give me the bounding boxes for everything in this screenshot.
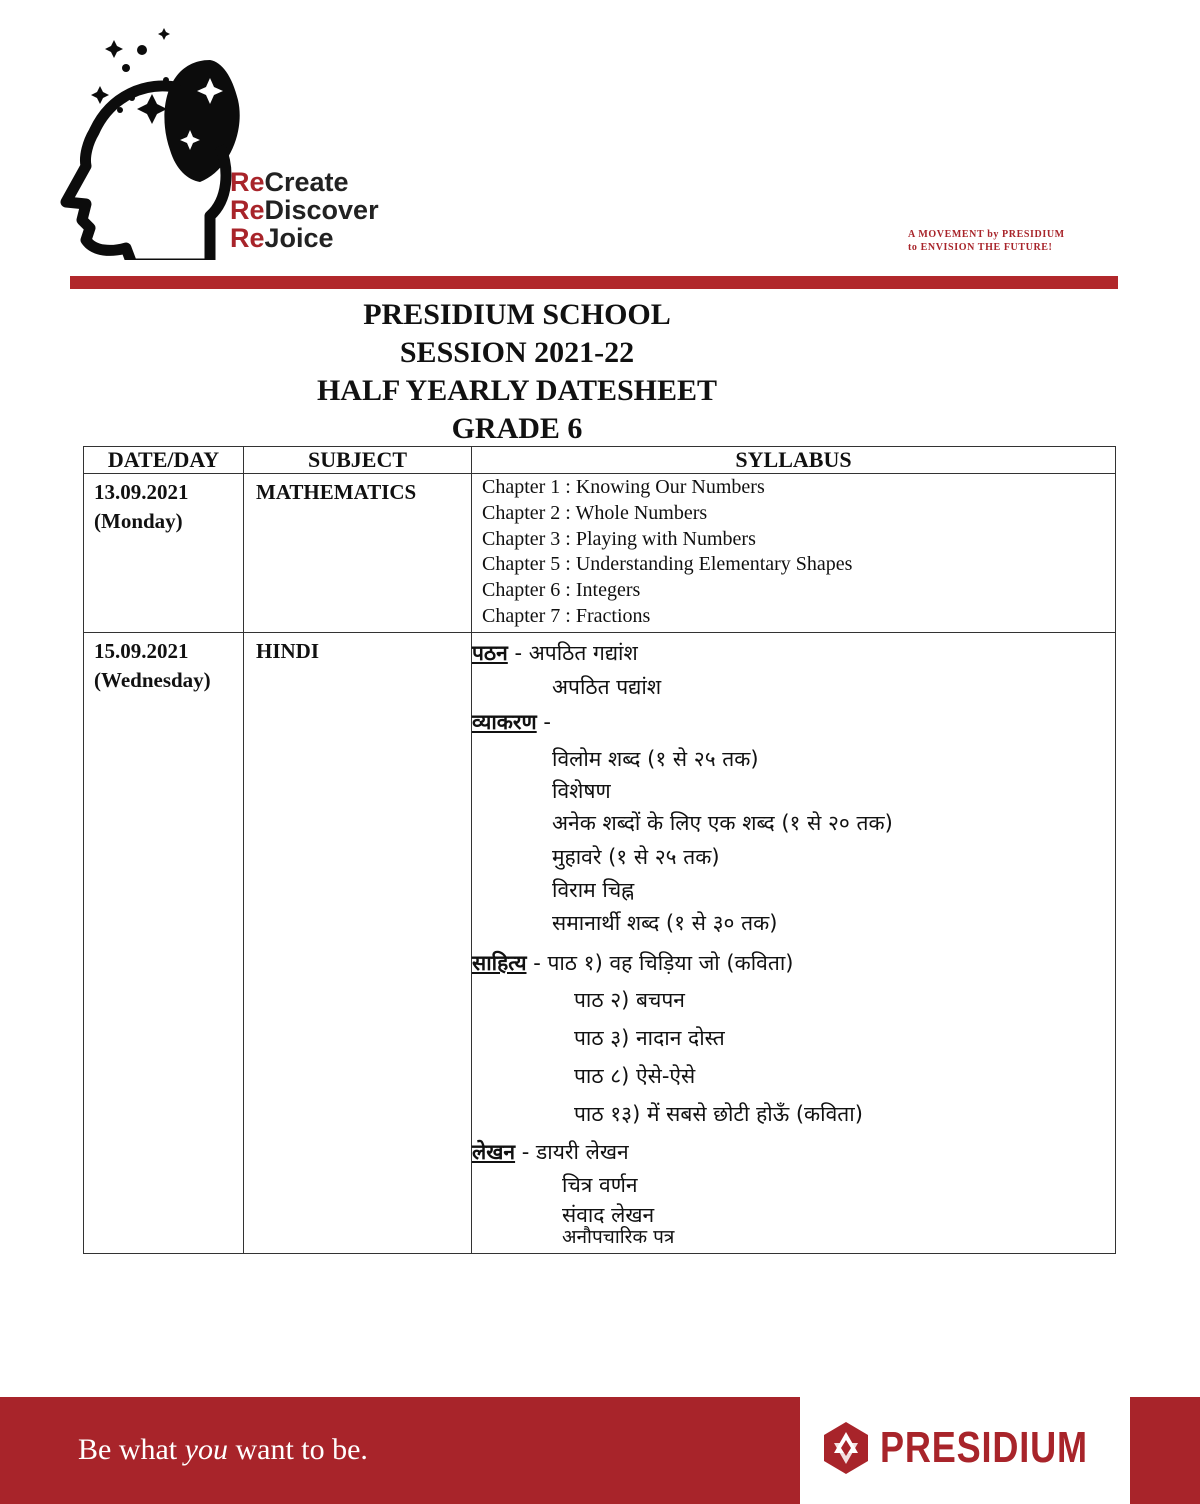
syllabus-item: Chapter 7 : Fractions <box>482 604 651 627</box>
syllabus-item: चित्र वर्णन <box>562 1172 638 1197</box>
syllabus-item: - डायरी लेखन <box>521 1139 629 1164</box>
syllabus-item: Chapter 5 : Understanding Elementary Shapes <box>482 553 853 576</box>
logo-re: Re <box>230 167 265 197</box>
syllabus-item: अपठित पद्यांश <box>552 674 662 699</box>
tagline-part: want to be. <box>227 1433 368 1466</box>
exam-date: 13.09.2021 <box>94 480 189 504</box>
subject-cell: MATHEMATICS <box>244 474 472 633</box>
exam-date: 15.09.2021 <box>94 638 189 663</box>
presidium-star-icon <box>818 1420 874 1476</box>
section-heading: लेखन <box>472 1139 516 1164</box>
section-heading: व्याकरण <box>472 709 537 734</box>
syllabus-item: पाठ २) बचपन <box>574 987 685 1012</box>
grade-title: GRADE 6 <box>451 412 583 445</box>
syllabus-item: पाठ ३) नादान दोस्त <box>574 1025 725 1050</box>
syllabus-cell <box>472 632 1116 1253</box>
dash: - <box>543 709 551 734</box>
header-syllabus: SYLLABUS <box>472 447 1116 474</box>
subject-cell: HINDI <box>244 632 472 1253</box>
header-divider <box>70 276 1118 289</box>
syllabus-item: विलोम शब्द (१ से २५ तक) <box>552 746 759 771</box>
syllabus-item: मुहावरे (१ से २५ तक) <box>552 844 720 869</box>
date-cell <box>84 474 244 633</box>
syllabus-item: समानार्थी शब्द (१ से ३० तक) <box>552 910 778 935</box>
syllabus-item: अनौपचारिक पत्र <box>562 1225 675 1248</box>
logo-re: Re <box>230 223 265 253</box>
section-heading: पठन <box>472 640 508 665</box>
logo-joice: Joice <box>264 223 334 253</box>
section-pathan <box>472 639 638 667</box>
movement-line-1: A MOVEMENT by PRESIDIUM <box>908 229 1065 240</box>
session-title: SESSION 2021-22 <box>399 336 635 369</box>
syllabus-item: - पाठ १) वह चिड़िया जो (कविता) <box>533 950 794 975</box>
syllabus-item: संवाद लेखन <box>562 1202 655 1227</box>
table-header-row <box>84 447 1116 474</box>
section-heading: साहित्य <box>472 950 527 975</box>
syllabus-item: - अपठित गद्यांश <box>514 640 638 665</box>
syllabus-item: Chapter 3 : Playing with Numbers <box>482 527 756 550</box>
school-name: PRESIDIUM SCHOOL <box>363 298 671 331</box>
syllabus-item: Chapter 2 : Whole Numbers <box>482 501 708 524</box>
syllabus-item: पाठ ८) ऐसे-ऐसे <box>574 1063 696 1088</box>
syllabus-item: अनेक शब्दों के लिए एक शब्द (१ से २० तक) <box>552 810 893 835</box>
logo-re: Re <box>230 195 265 225</box>
page-footer <box>0 1397 1200 1504</box>
footer-tagline <box>78 1433 368 1467</box>
table-row <box>84 632 1116 1253</box>
syllabus-item: पाठ १३) में सबसे छोटी होऊँ (कविता) <box>574 1101 863 1126</box>
exam-day: (Wednesday) <box>94 667 211 692</box>
movement-caption <box>908 228 1065 254</box>
footer-brand-panel <box>800 1397 1130 1504</box>
movement-line-2: to ENVISION THE FUTURE! <box>908 242 1053 253</box>
page-header <box>0 0 1200 290</box>
section-vyakaran <box>472 708 551 736</box>
tagline-part: Be what <box>78 1433 185 1466</box>
syllabus-item: Chapter 6 : Integers <box>482 579 641 602</box>
presidium-wordmark: PRESIDIUM <box>880 1423 1088 1472</box>
logo-create: Create <box>264 167 349 197</box>
logo-tagline <box>230 168 379 252</box>
header-subject: SUBJECT <box>244 447 472 474</box>
exam-day: (Monday) <box>94 509 183 533</box>
syllabus-item: Chapter 1 : Knowing Our Numbers <box>482 476 765 498</box>
syllabus-item: विशेषण <box>552 778 611 803</box>
syllabus-cell <box>472 474 1116 633</box>
section-sahitya <box>472 949 793 977</box>
logo-discover: Discover <box>264 195 379 225</box>
document-title-block <box>296 296 738 448</box>
tagline-emphasis: you <box>184 1433 228 1466</box>
datesheet-table <box>83 446 1116 1254</box>
exam-title: HALF YEARLY DATESHEET <box>316 374 718 407</box>
section-lekhan <box>472 1138 629 1166</box>
syllabus-item: विराम चिह्न <box>552 877 635 902</box>
head-logo-icon <box>60 20 240 260</box>
table-row <box>84 474 1116 633</box>
header-date: DATE/DAY <box>84 447 244 474</box>
date-cell <box>84 632 244 1253</box>
